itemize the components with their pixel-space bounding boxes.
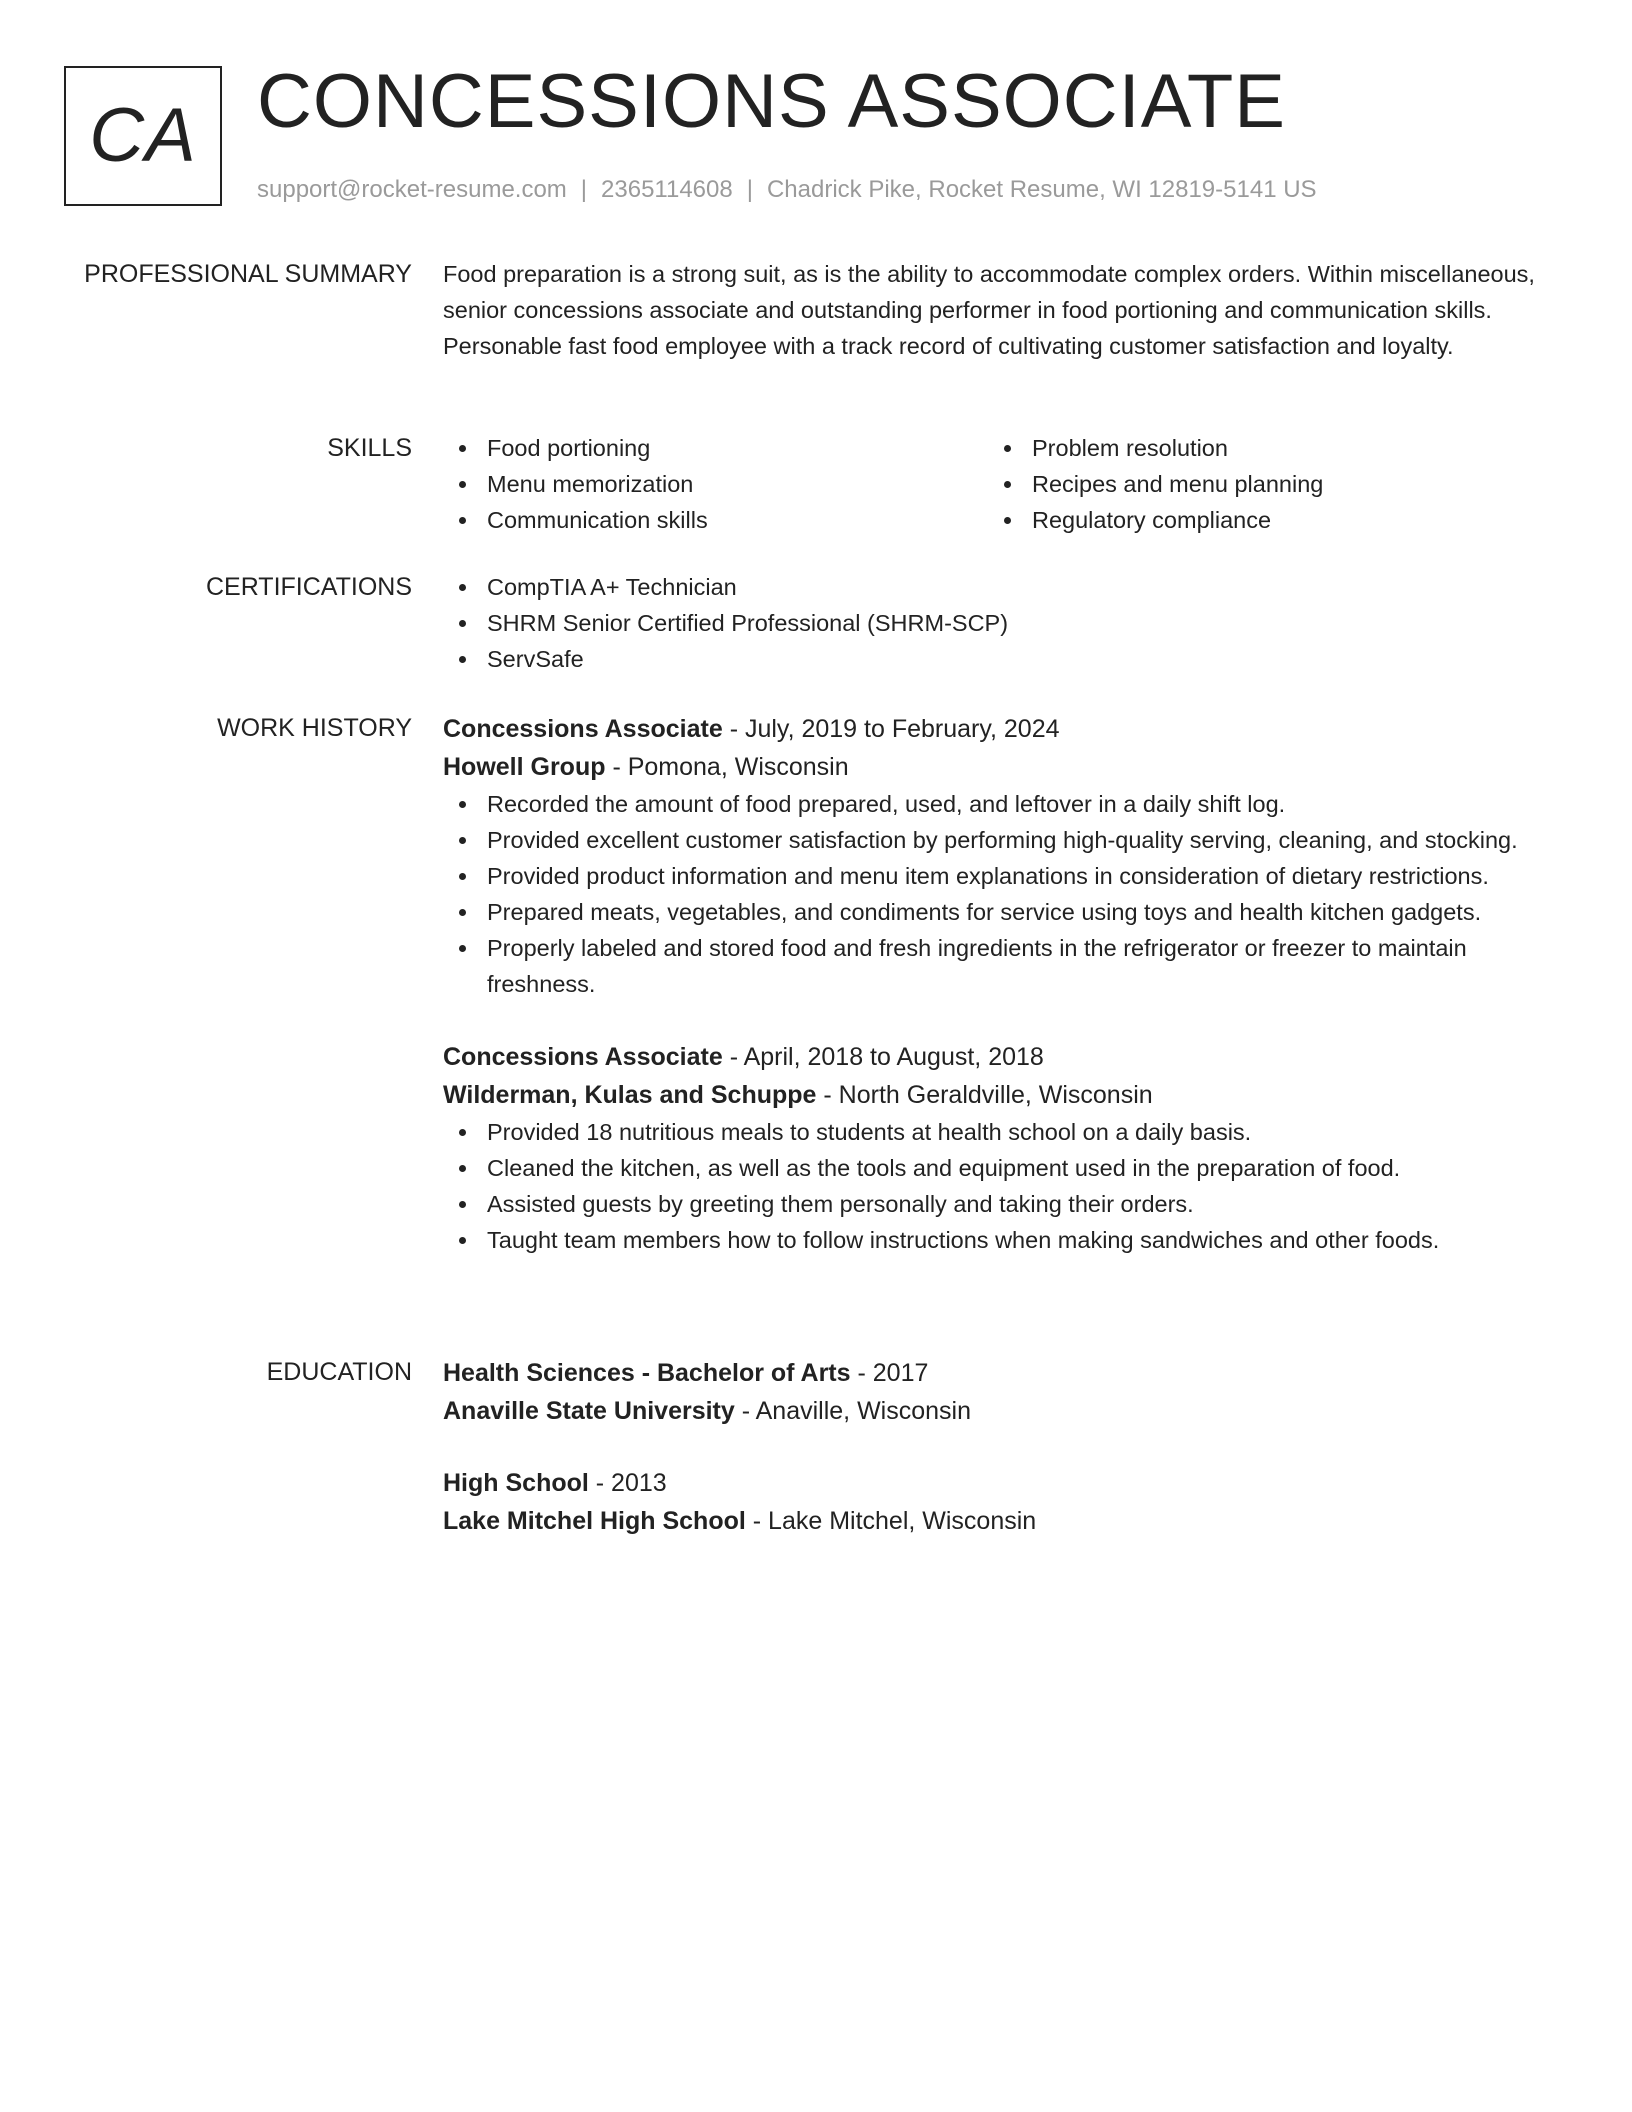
monogram-initials: CA xyxy=(89,93,197,178)
job-duty-item: Taught team members how to follow instructions when making sandwiches and other foods. xyxy=(443,1222,1563,1258)
contact-separator: | xyxy=(580,176,588,203)
skill-item: Food portioning xyxy=(443,430,988,466)
job-location: - Pomona, Wisconsin xyxy=(605,753,849,781)
job-duty-item: Properly labeled and stored food and fresh ingredients in the refrigerator or freezer to maintain freshness. xyxy=(443,930,1563,1002)
job-title-line xyxy=(443,710,1563,748)
job-title: Concessions Associate xyxy=(443,715,723,743)
education-year: - 2013 xyxy=(588,1469,667,1497)
work-history-body xyxy=(443,710,1563,1258)
job-company-line xyxy=(443,1076,1563,1114)
education-school-line xyxy=(443,1392,1563,1430)
contact-separator: | xyxy=(746,176,753,203)
job-duty-item: Provided product information and menu item explanations in consideration of dietary restrictions. xyxy=(443,858,1563,894)
certifications-list xyxy=(443,569,1563,677)
education-body xyxy=(443,1354,1563,1540)
job-duties-list xyxy=(443,1114,1563,1258)
job-company-line xyxy=(443,748,1563,786)
section-label-education: EDUCATION xyxy=(266,1358,412,1386)
summary-body xyxy=(443,256,1563,364)
job-title: Concessions Associate xyxy=(443,1043,723,1071)
skill-item: Regulatory compliance xyxy=(988,502,1533,538)
skills-grid xyxy=(443,430,1563,538)
contact-email: support@rocket-resume.com xyxy=(257,176,567,203)
job-entry xyxy=(443,1038,1563,1258)
contact-line xyxy=(257,174,1317,206)
education-location: - Anaville, Wisconsin xyxy=(734,1397,971,1425)
skill-item: Communication skills xyxy=(443,502,988,538)
job-duty-item: Cleaned the kitchen, as well as the tools and equipment used in the preparation of food. xyxy=(443,1150,1563,1186)
section-label-summary: PROFESSIONAL SUMMARY xyxy=(84,260,412,288)
section-label-certifications: CERTIFICATIONS xyxy=(205,573,412,601)
contact-address: Chadrick Pike, Rocket Resume, WI 12819-5141 US xyxy=(766,176,1317,203)
job-company: Howell Group xyxy=(443,753,606,781)
job-title-line xyxy=(443,1038,1563,1076)
education-school-line xyxy=(443,1502,1563,1540)
skill-item: Problem resolution xyxy=(988,430,1533,466)
education-year: - 2017 xyxy=(850,1359,929,1387)
education-school: Lake Mitchel High School xyxy=(443,1507,746,1535)
certification-item: SHRM Senior Certified Professional (SHRM-SCP) xyxy=(443,605,1563,641)
education-entry xyxy=(443,1464,1563,1540)
job-entry xyxy=(443,710,1563,1002)
certification-item: ServSafe xyxy=(443,641,1563,677)
monogram-box xyxy=(64,66,222,206)
education-degree: High School xyxy=(443,1469,589,1497)
job-company: Wilderman, Kulas and Schuppe xyxy=(443,1081,817,1109)
resume-title: CONCESSIONS ASSOCIATE xyxy=(257,59,1286,144)
education-degree-line xyxy=(443,1464,1563,1502)
education-degree-line xyxy=(443,1354,1563,1392)
contact-phone: 2365114608 xyxy=(601,176,733,203)
skills-list-right xyxy=(988,430,1533,538)
education-degree: Health Sciences - Bachelor of Arts xyxy=(443,1359,851,1387)
summary-text: Food preparation is a strong suit, as is the ability to accommodate complex orders. Within miscellaneous, senior concessions associate and outstanding performer in food portioning and communication skills. Personable fast food employee with a track record of cultivating customer satisfaction and loyalty. xyxy=(443,261,1535,359)
job-duty-item: Assisted guests by greeting them personally and taking their orders. xyxy=(443,1186,1563,1222)
education-location: - Lake Mitchel, Wisconsin xyxy=(745,1507,1037,1535)
skill-item: Menu memorization xyxy=(443,466,988,502)
certifications-body xyxy=(443,569,1563,677)
section-label-skills: SKILLS xyxy=(327,434,412,462)
job-dates: - July, 2019 to February, 2024 xyxy=(722,715,1060,743)
skills-list-left xyxy=(443,430,988,538)
education-school: Anaville State University xyxy=(443,1397,735,1425)
job-duty-item: Provided 18 nutritious meals to students at health school on a daily basis. xyxy=(443,1114,1563,1150)
job-duty-item: Recorded the amount of food prepared, used, and leftover in a daily shift log. xyxy=(443,786,1563,822)
education-entry xyxy=(443,1354,1563,1430)
section-label-work-history: WORK HISTORY xyxy=(217,714,412,742)
job-dates: - April, 2018 to August, 2018 xyxy=(722,1043,1044,1071)
job-duty-item: Provided excellent customer satisfaction by performing high-quality serving, cleaning, and stocking. xyxy=(443,822,1563,858)
job-location: - North Geraldville, Wisconsin xyxy=(816,1081,1153,1109)
job-duties-list xyxy=(443,786,1563,1002)
job-duty-item: Prepared meats, vegetables, and condiments for service using toys and health kitchen gadgets. xyxy=(443,894,1563,930)
certification-item: CompTIA A+ Technician xyxy=(443,569,1563,605)
skill-item: Recipes and menu planning xyxy=(988,466,1533,502)
